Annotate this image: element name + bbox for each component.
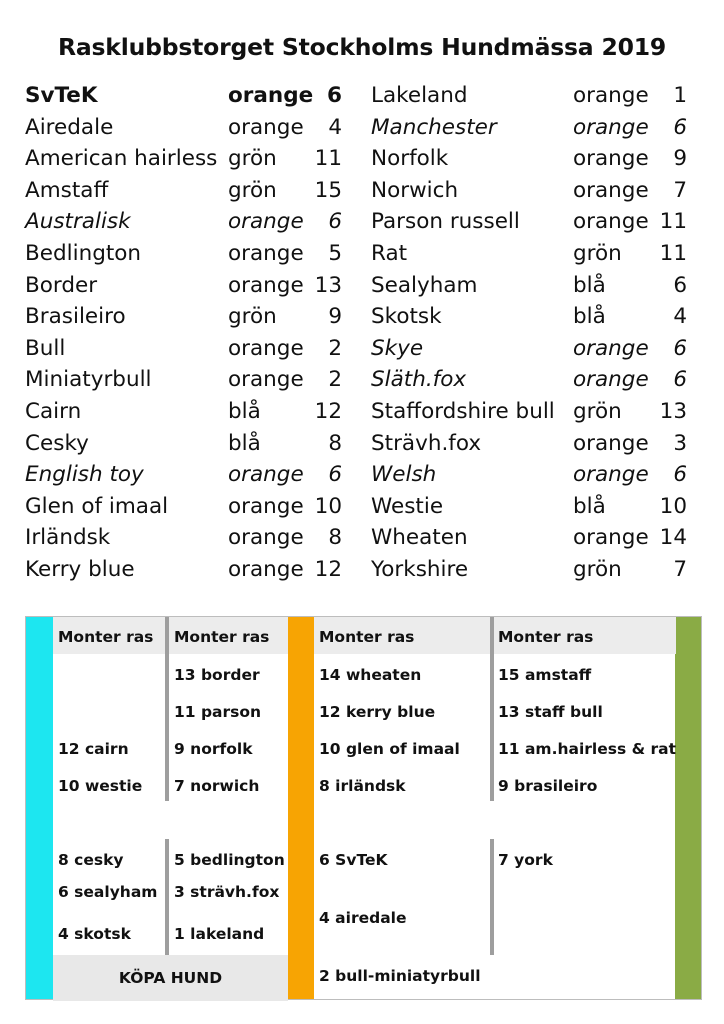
- zone-color: blå: [573, 272, 606, 298]
- booth-label: 10 glen of imaal: [319, 740, 460, 758]
- breed-row: [25, 270, 345, 302]
- breed-row: [371, 491, 691, 523]
- booth-number: 13: [659, 398, 687, 424]
- booth-label: 1 lakeland: [174, 925, 265, 943]
- column-header: Monter ras: [174, 628, 270, 646]
- breed-name: Yorkshire: [371, 556, 469, 582]
- breed-row: [371, 396, 691, 428]
- column-header: Monter ras: [319, 628, 415, 646]
- zone-color: orange: [228, 556, 304, 582]
- breed-name: English toy: [25, 462, 144, 488]
- breed-row: [371, 206, 691, 238]
- booth-divider: [490, 617, 494, 801]
- breed-row: [371, 459, 691, 491]
- booth-label: 11 parson: [174, 703, 262, 721]
- breed-name: Border: [25, 272, 98, 298]
- breed-row: [25, 522, 345, 554]
- breed-name: Australisk: [25, 209, 131, 235]
- booth-number: 4: [328, 114, 342, 140]
- breed-row: [25, 364, 345, 396]
- breed-row: [371, 333, 691, 365]
- breed-row: [25, 206, 345, 238]
- zone-color: grön: [228, 177, 277, 203]
- booth-label: 7 york: [498, 851, 553, 869]
- breed-row: [371, 428, 691, 460]
- breed-row: [25, 175, 345, 207]
- zone-color: orange: [228, 462, 304, 488]
- breed-row: [25, 238, 345, 270]
- breed-name: Manchester: [371, 114, 497, 140]
- booth-label: 5 bedlington: [174, 851, 285, 869]
- zone-color: blå: [573, 493, 606, 519]
- booth-number: 7: [673, 556, 687, 582]
- breed-row: [25, 491, 345, 523]
- booth-number: 9: [673, 146, 687, 172]
- zone-color: blå: [573, 304, 606, 330]
- breed-name: Skye: [371, 335, 424, 361]
- breed-row: [25, 554, 345, 586]
- booth-number: 5: [328, 240, 342, 266]
- booth-number: 6: [673, 272, 687, 298]
- page-title: Rasklubbstorget Stockholms Hundmässa 2019: [57, 33, 667, 61]
- booth-number: 6: [327, 83, 342, 108]
- zone-color: orange: [228, 240, 304, 266]
- zone-color: orange: [228, 525, 304, 551]
- breed-name: Lakeland: [371, 83, 468, 108]
- breed-list-right: [371, 80, 691, 586]
- breed-name: Sealyham: [371, 272, 478, 298]
- zone-color: orange: [228, 83, 314, 108]
- booth-label: 9 norfolk: [174, 740, 253, 758]
- breed-name: Staffordshire bull: [371, 398, 555, 424]
- breed-name: Parson russell: [371, 209, 520, 235]
- booth-label: 8 irländsk: [319, 777, 406, 795]
- booth-number: 1: [673, 83, 687, 108]
- zone-color: orange: [573, 83, 649, 108]
- zone-color: grön: [573, 556, 622, 582]
- breed-name: Amstaff: [25, 177, 109, 203]
- booth-label: 11 am.hairless & rat: [498, 740, 677, 758]
- booth-label: 4 skotsk: [58, 925, 131, 943]
- breed-row: [371, 270, 691, 302]
- booth-number: 4: [673, 304, 687, 330]
- booth-number: 3: [673, 430, 687, 456]
- booth-label: 2 bull-miniatyrbull: [319, 967, 481, 985]
- breed-row: [25, 80, 345, 112]
- breed-name: Norwich: [371, 177, 459, 203]
- breed-name: Airedale: [25, 114, 114, 140]
- breed-name: Miniatyrbull: [25, 367, 152, 393]
- booth-number: 11: [659, 240, 687, 266]
- booth-number: 8: [328, 525, 342, 551]
- booth-label: 10 westie: [58, 777, 143, 795]
- zone-color: orange: [573, 146, 649, 172]
- breed-name: Irländsk: [25, 525, 111, 551]
- breed-name: Brasileiro: [25, 304, 126, 330]
- zone-color: blå: [228, 398, 261, 424]
- breed-row: [371, 112, 691, 144]
- zone-color: orange: [573, 177, 649, 203]
- breed-row: [371, 301, 691, 333]
- breed-row: [371, 143, 691, 175]
- booth-number: 12: [314, 398, 342, 424]
- booth-label: 6 SvTeK: [319, 851, 388, 869]
- zone-color: grön: [573, 398, 622, 424]
- breed-name: Bull: [25, 335, 66, 361]
- breed-name: Släth.fox: [371, 367, 467, 393]
- booth-label: 3 strävh.fox: [174, 883, 280, 901]
- booth-number: 6: [673, 114, 687, 140]
- breed-row: [25, 301, 345, 333]
- breed-name: SvTeK: [25, 83, 98, 108]
- breed-row: [25, 459, 345, 491]
- booth-number: 6: [673, 367, 687, 393]
- breed-name: Kerry blue: [25, 556, 135, 582]
- breed-name: Westie: [371, 493, 444, 519]
- zone-color: orange: [228, 493, 304, 519]
- booth-label: 12 kerry blue: [319, 703, 436, 721]
- booth-label: 12 cairn: [58, 740, 129, 758]
- booth-label: 14 wheaten: [319, 666, 422, 684]
- booth-number: 14: [659, 525, 687, 551]
- zone-color: orange: [573, 367, 649, 393]
- zone-color: grön: [228, 304, 277, 330]
- zone-color: orange: [573, 430, 649, 456]
- breed-row: [371, 175, 691, 207]
- booth-divider: [165, 839, 169, 955]
- booth-number: 10: [314, 493, 342, 519]
- breed-name: Skotsk: [371, 304, 442, 330]
- green-zone-bar: [675, 617, 701, 999]
- zone-color: orange: [228, 209, 304, 235]
- zone-color: grön: [228, 146, 277, 172]
- booth-label: 7 norwich: [174, 777, 260, 795]
- breed-name: Rat: [371, 240, 408, 266]
- booth-number: 13: [314, 272, 342, 298]
- zone-color: grön: [573, 240, 622, 266]
- booth-number: 11: [314, 146, 342, 172]
- booth-divider: [165, 617, 169, 801]
- breed-name: Glen of imaal: [25, 493, 169, 519]
- booth-number: 2: [328, 335, 342, 361]
- booth-label: 13 staff bull: [498, 703, 603, 721]
- breed-row: [371, 364, 691, 396]
- breed-name: Wheaten: [371, 525, 468, 551]
- booth-label: 9 brasileiro: [498, 777, 598, 795]
- breed-row: [25, 396, 345, 428]
- breed-row: [25, 143, 345, 175]
- zone-color: orange: [573, 525, 649, 551]
- breed-row: [371, 80, 691, 112]
- breed-name: American hairless: [25, 146, 218, 172]
- booth-number: 7: [673, 177, 687, 203]
- column-header: Monter ras: [58, 628, 154, 646]
- orange-zone-bar: [288, 617, 314, 999]
- zone-color: orange: [573, 462, 649, 488]
- breed-name: Strävh.fox: [371, 430, 482, 456]
- zone-color: blå: [228, 430, 261, 456]
- breed-row: [371, 238, 691, 270]
- booth-label: 13 border: [174, 666, 260, 684]
- buy-dog-label: KÖPA HUND: [118, 969, 223, 987]
- booth-number: 11: [659, 209, 687, 235]
- booth-number: 15: [314, 177, 342, 203]
- booth-number: 10: [659, 493, 687, 519]
- zone-color: orange: [228, 367, 304, 393]
- breed-name: Cesky: [25, 430, 89, 456]
- booth-label: 6 sealyham: [58, 883, 158, 901]
- breed-list-left: [25, 80, 345, 586]
- booth-number: 6: [328, 462, 342, 488]
- booth-number: 6: [328, 209, 342, 235]
- booth-label: 4 airedale: [319, 909, 407, 927]
- breed-row: [371, 554, 691, 586]
- zone-color: orange: [228, 335, 304, 361]
- booth-label: 15 amstaff: [498, 666, 592, 684]
- floor-plan: [25, 616, 702, 1000]
- breed-row: [25, 333, 345, 365]
- booth-number: 12: [314, 556, 342, 582]
- breed-name: Cairn: [25, 398, 82, 424]
- zone-color: orange: [228, 272, 304, 298]
- breed-row: [371, 522, 691, 554]
- booth-divider: [490, 839, 494, 955]
- breed-row: [25, 112, 345, 144]
- zone-color: orange: [573, 335, 649, 361]
- booth-number: 8: [328, 430, 342, 456]
- booth-number: 2: [328, 367, 342, 393]
- booth-number: 9: [328, 304, 342, 330]
- breed-row: [25, 428, 345, 460]
- zone-color: orange: [573, 114, 649, 140]
- breed-name: Bedlington: [25, 240, 142, 266]
- breed-name: Welsh: [371, 462, 437, 488]
- booth-number: 6: [673, 335, 687, 361]
- blue-zone-bar: [26, 617, 53, 999]
- zone-color: orange: [573, 209, 649, 235]
- booth-number: 6: [673, 462, 687, 488]
- zone-color: orange: [228, 114, 304, 140]
- booth-label: 8 cesky: [58, 851, 124, 869]
- column-header: Monter ras: [498, 628, 594, 646]
- breed-name: Norfolk: [371, 146, 449, 172]
